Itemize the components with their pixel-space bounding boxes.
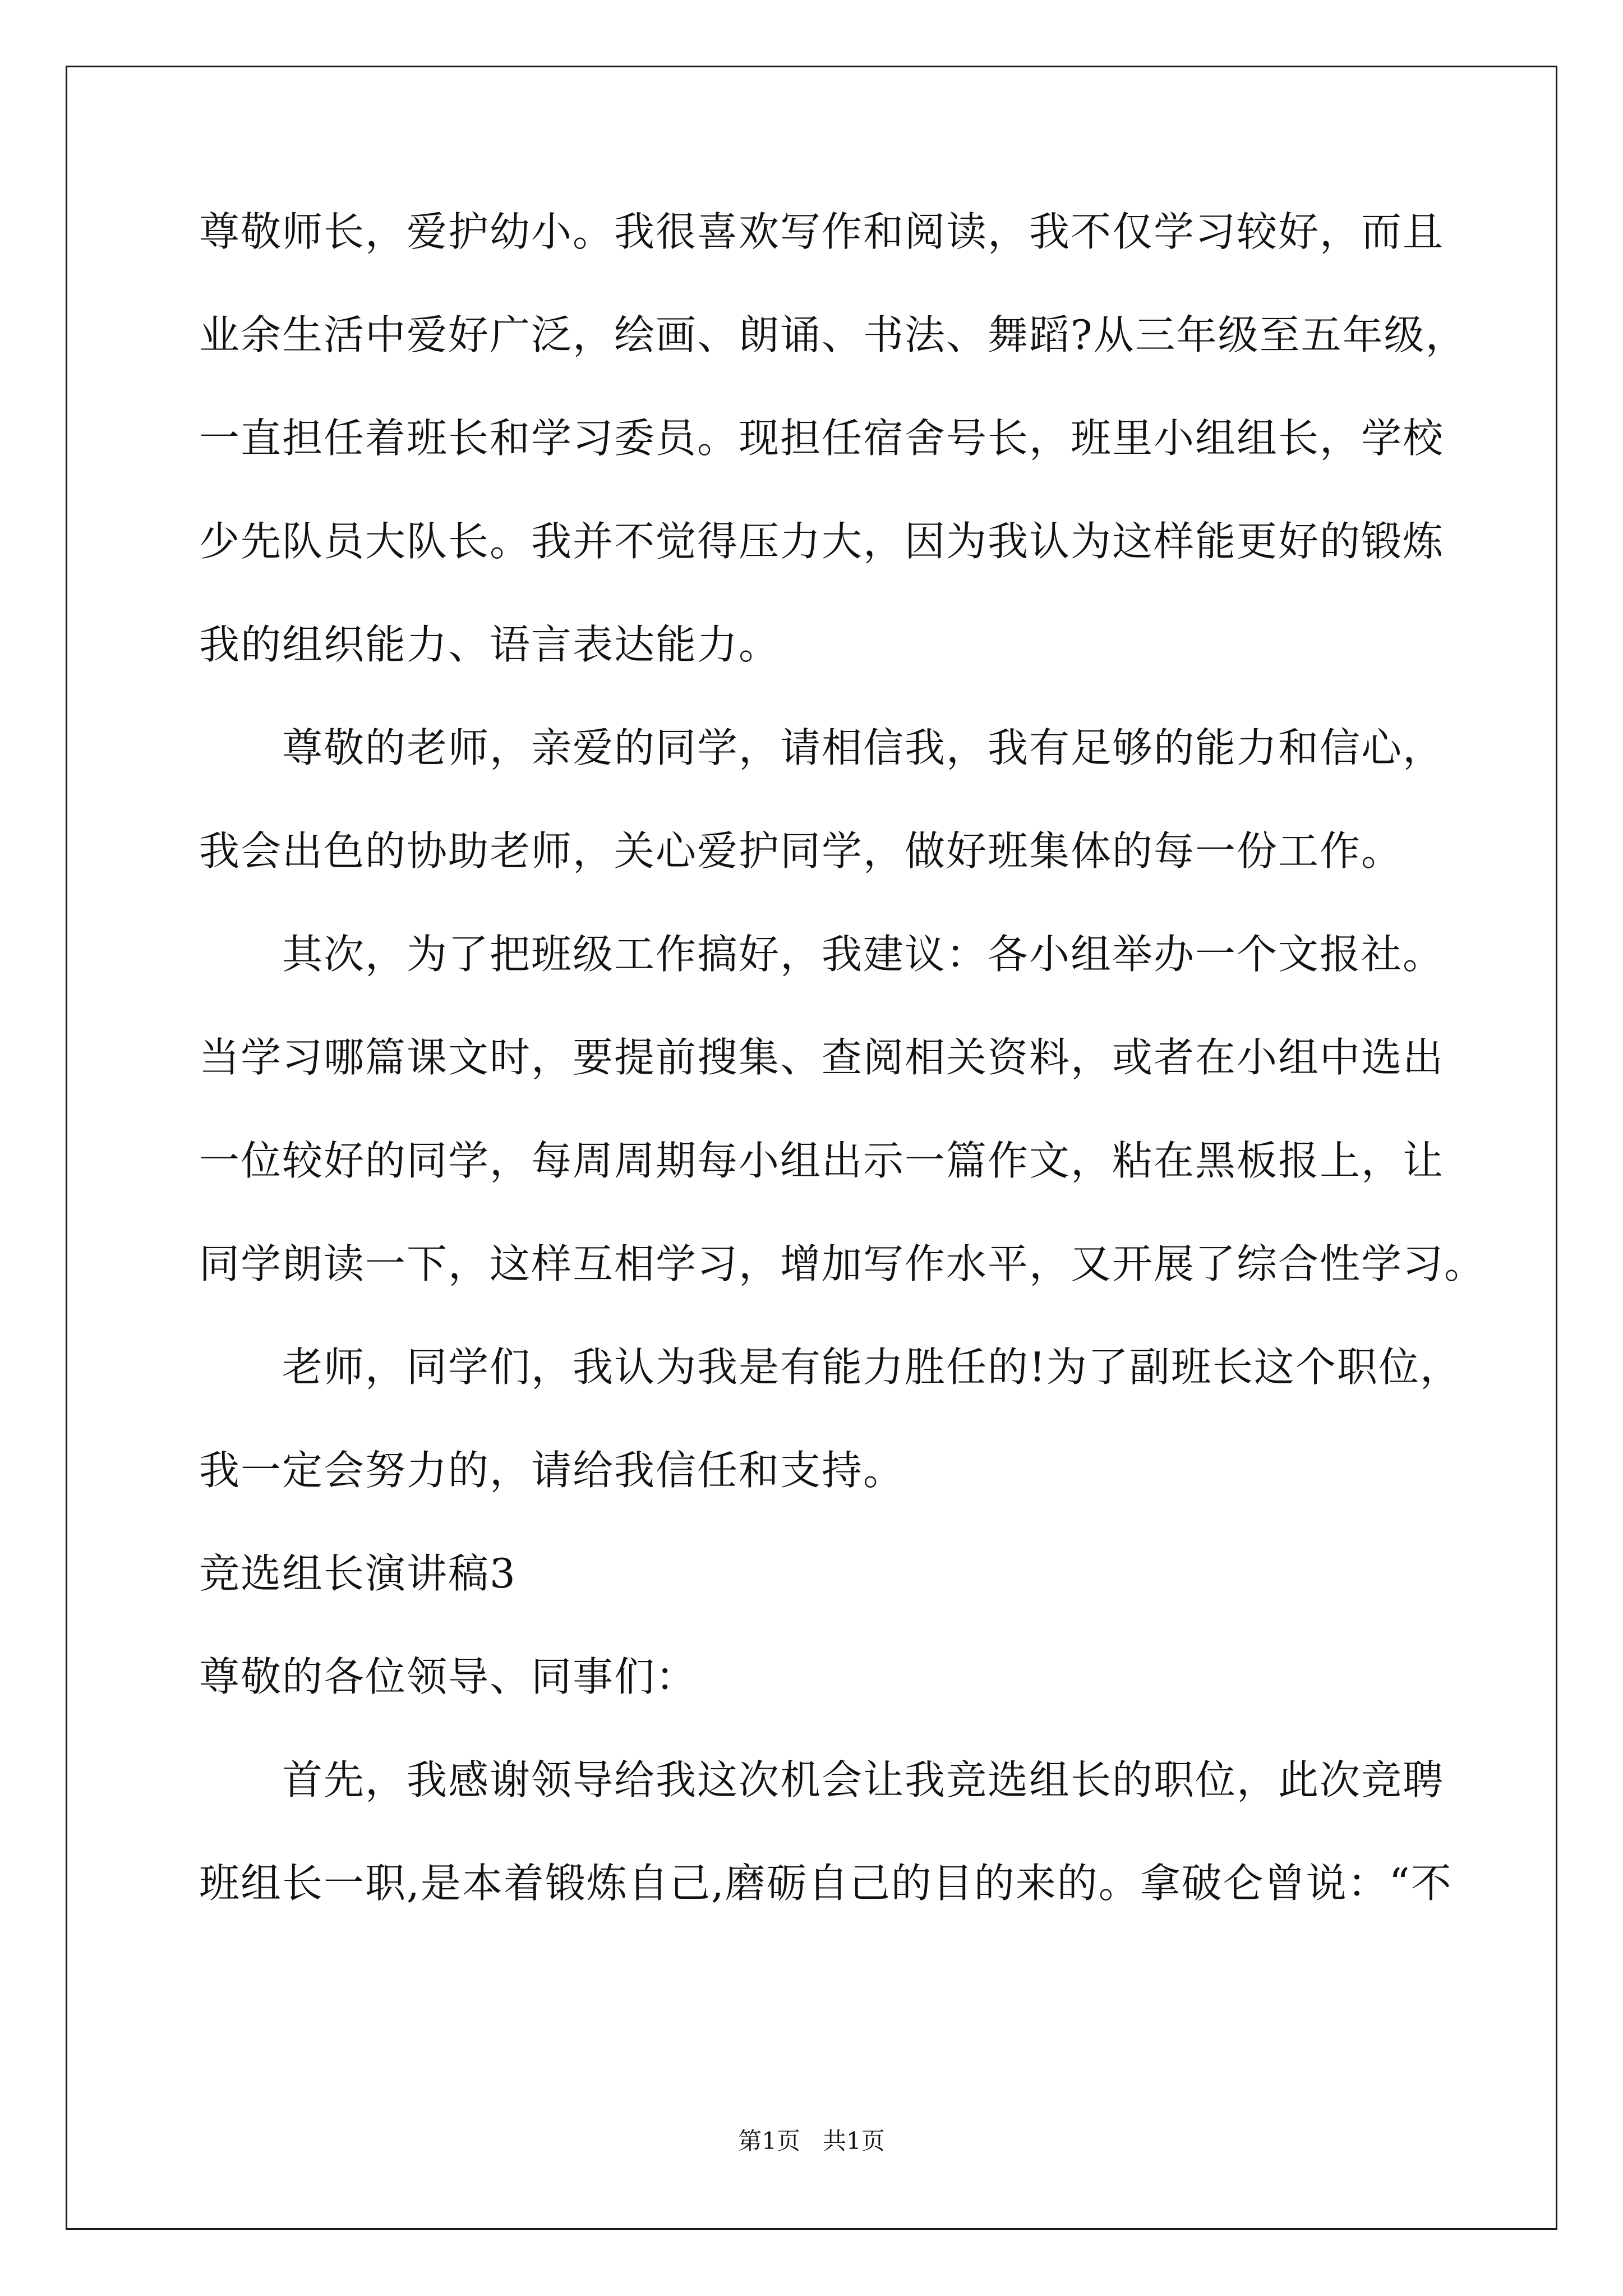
paragraph-line: 同学朗读一下，这样互相学习，增加写作水平，又开展了综合性学习。 <box>199 1240 1486 1287</box>
section-heading: 竞选组长演讲稿3 <box>199 1550 517 1597</box>
paragraph-line: 少先队员大队长。我并不觉得压力大，因为我认为这样能更好的锻炼 <box>199 518 1445 565</box>
paragraph-line: 其次，为了把班级工作搞好，我建议：各小组举办一个文报社。 <box>282 931 1445 978</box>
paragraph-line: 尊敬的老师，亲爱的同学，请相信我，我有足够的能力和信心， <box>282 724 1445 771</box>
paragraph-line: 一位较好的同学，每周周期每小组出示一篇作文，粘在黑板报上，让 <box>199 1137 1445 1184</box>
paragraph-line: 我的组织能力、语言表达能力。 <box>199 621 781 668</box>
paragraph-line: 我会出色的协助老师，关心爱护同学，做好班集体的每一份工作。 <box>199 827 1403 875</box>
page-number: 第1页 <box>738 2127 800 2155</box>
paragraph-line: 老师，同学们，我认为我是有能力胜任的!为了副班长这个职位， <box>282 1343 1461 1391</box>
paragraph-line: 业余生活中爱好广泛，绘画、朗诵、书法、舞蹈?从三年级至五年级， <box>199 311 1467 358</box>
paragraph-line: 首先，我感谢领导给我这次机会让我竞选组长的职位，此次竞聘 <box>282 1756 1445 1803</box>
salutation: 尊敬的各位领导、同事们： <box>199 1653 698 1700</box>
paragraph-line: 我一定会努力的，请给我信任和支持。 <box>199 1447 905 1494</box>
page-footer <box>0 2126 1623 2156</box>
page-total: 共1页 <box>823 2127 885 2155</box>
paragraph-line: 当学习哪篇课文时，要提前搜集、查阅相关资料，或者在小组中选出 <box>199 1034 1445 1081</box>
paragraph-line: 一直担任着班长和学习委员。现担任宿舍号长，班里小组组长，学校 <box>199 415 1445 462</box>
paragraph-line: 尊敬师长，爱护幼小。我很喜欢写作和阅读，我不仅学习较好，而且 <box>199 208 1445 255</box>
paragraph-line: 班组长一职,是本着锻炼自己,磨砺自己的目的来的。拿破仑曾说：“不 <box>199 1860 1453 1907</box>
